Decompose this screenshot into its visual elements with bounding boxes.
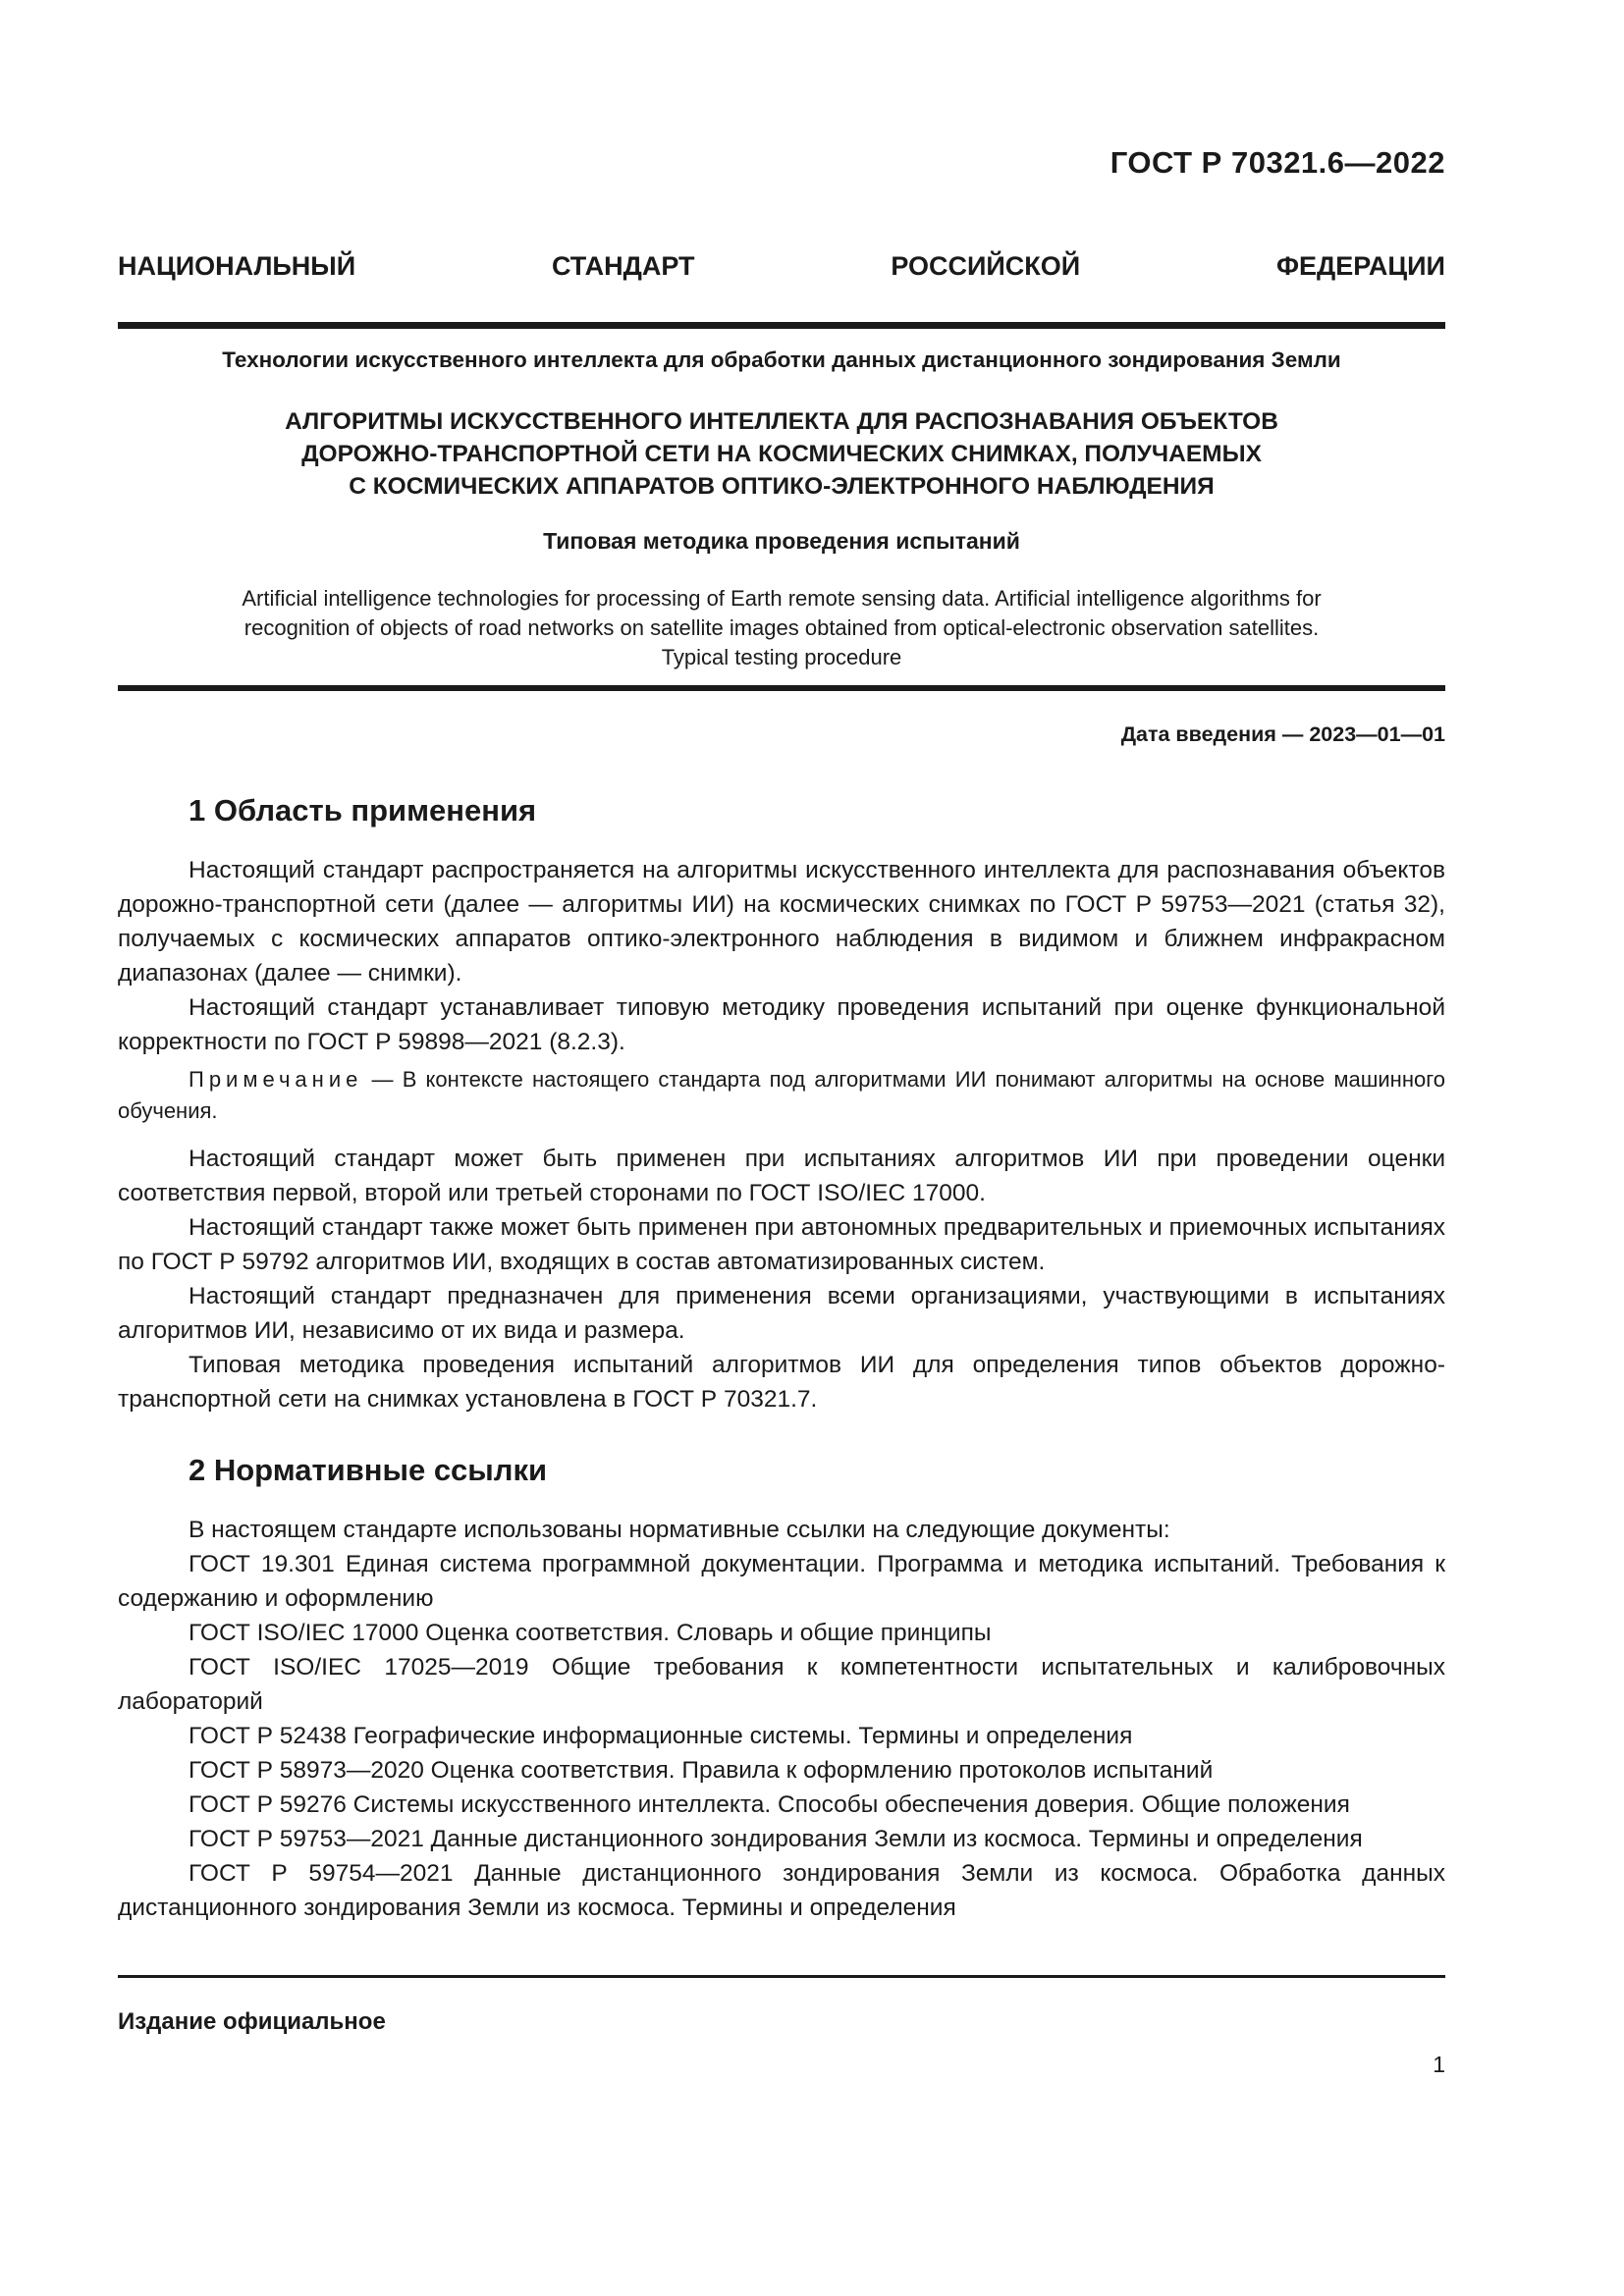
- main-title-line: ДОРОЖНО-ТРАНСПОРТНОЙ СЕТИ НА КОСМИЧЕСКИХ СНИМКАХ, ПОЛУЧАЕМЫХ: [301, 441, 1262, 467]
- series-title: Технологии искусственного интеллекта для обработки данных дистанционного зондирования Земли: [222, 347, 1341, 372]
- main-title-line: АЛГОРИТМЫ ИСКУССТВЕННОГО ИНТЕЛЛЕКТА ДЛЯ РАСПОЗНАВАНИЯ ОБЪЕКТОВ: [285, 408, 1278, 435]
- paragraph: Настоящий стандарт предназначен для применения всеми организациями, участвующими в испытаниях алгоритмов ИИ, независимо от их вида и размера.: [118, 1283, 1445, 1344]
- english-title-line: Typical testing procedure: [661, 645, 902, 669]
- paragraph: В настоящем стандарте использованы нормативные ссылки на следующие документы:: [189, 1517, 1170, 1543]
- note-text: — В контексте настоящего стандарта под алгоритмами ИИ понимают алгоритмы на основе машинного обучения.: [118, 1067, 1445, 1123]
- english-title-line: recognition of objects of road networks on satellite images obtained from optical-electronic observation satellites.: [244, 615, 1320, 640]
- banner-word: НАЦИОНАЛЬНЫЙ: [118, 251, 356, 281]
- banner-word: СТАНДАРТ: [551, 251, 695, 281]
- reference-item: ГОСТ Р 59753—2021 Данные дистанционного зондирования Земли из космоса. Термины и определения: [189, 1826, 1363, 1852]
- official-edition-label: Издание официальное: [118, 2008, 386, 2035]
- english-title: [118, 584, 1445, 672]
- document-page: [118, 0, 1445, 2296]
- footer-divider: [118, 1975, 1445, 1978]
- reference-item: ГОСТ 19.301 Единая система программной документации. Программа и методика испытаний. Требования к содержанию и оформлению: [118, 1551, 1445, 1612]
- section-1-body: [118, 853, 1445, 1059]
- reference-item: ГОСТ ISO/IEC 17025—2019 Общие требования к компетентности испытательных и калибровочных лабораторий: [118, 1654, 1445, 1715]
- section-1-heading: 1 Область применения: [189, 793, 537, 828]
- section-2-heading: 2 Нормативные ссылки: [189, 1453, 548, 1487]
- reference-item: ГОСТ Р 52438 Географические информационные системы. Термины и определения: [189, 1723, 1133, 1749]
- section-1-body-continued: [118, 1142, 1445, 1416]
- reference-item: ГОСТ Р 59276 Системы искусственного интеллекта. Способы обеспечения доверия. Общие положения: [189, 1791, 1350, 1818]
- note-label: Примечание: [189, 1067, 363, 1092]
- paragraph: Настоящий стандарт распространяется на алгоритмы искусственного интеллекта для распознавания объектов дорожно-транспортной сети (далее — алгоритмы ИИ) на космических снимках по ГОСТ Р 59753—2021 (статья 32), получаемых с космических аппаратов оптико-электронного наблюдения в видимом и ближнем инфракрасном диапазонах (далее — снимки).: [118, 857, 1445, 987]
- national-standard-banner: [118, 251, 1445, 282]
- note: [118, 1064, 1445, 1127]
- introduction-date: Дата введения — 2023—01—01: [1120, 722, 1445, 746]
- top-divider: [118, 322, 1445, 329]
- paragraph: Настоящий стандарт также может быть применен при автономных предварительных и приемочных испытаниях по ГОСТ Р 59792 алгоритмов ИИ, входящих в состав автоматизированных систем.: [118, 1214, 1445, 1275]
- english-title-line: Artificial intelligence technologies for processing of Earth remote sensing data. Artificial intelligence algorithms for: [242, 586, 1322, 611]
- main-title-line: С КОСМИЧЕСКИХ АППАРАТОВ ОПТИКО-ЭЛЕКТРОННОГО НАБЛЮДЕНИЯ: [349, 473, 1215, 500]
- reference-item: ГОСТ Р 58973—2020 Оценка соответствия. Правила к оформлению протоколов испытаний: [189, 1757, 1214, 1784]
- reference-item: ГОСТ ISO/IEC 17000 Оценка соответствия. Словарь и общие принципы: [189, 1620, 992, 1646]
- main-title: [118, 405, 1445, 503]
- banner-word: ФЕДЕРАЦИИ: [1276, 251, 1445, 281]
- banner-word: РОССИЙСКОЙ: [891, 251, 1081, 281]
- section-2-body: [118, 1513, 1445, 1925]
- paragraph: Настоящий стандарт устанавливает типовую методику проведения испытаний при оценке функциональной корректности по ГОСТ Р 59898—2021 (8.2.3).: [118, 994, 1445, 1055]
- title-divider: [118, 685, 1445, 691]
- document-code: ГОСТ Р 70321.6—2022: [1110, 145, 1445, 180]
- paragraph: Настоящий стандарт может быть применен при испытаниях алгоритмов ИИ при проведении оценки соответствия первой, второй или третьей сторонами по ГОСТ ISO/IEC 17000.: [118, 1146, 1445, 1206]
- paragraph: Типовая методика проведения испытаний алгоритмов ИИ для определения типов объектов дорожно-транспортной сети на снимках установлена в ГОСТ Р 70321.7.: [118, 1352, 1445, 1413]
- reference-item: ГОСТ Р 59754—2021 Данные дистанционного зондирования Земли из космоса. Обработка данных дистанционного зондирования Земли из космоса. Термины и определения: [118, 1860, 1445, 1921]
- page-number: 1: [1433, 2052, 1445, 2077]
- subtitle: Типовая методика проведения испытаний: [543, 528, 1020, 554]
